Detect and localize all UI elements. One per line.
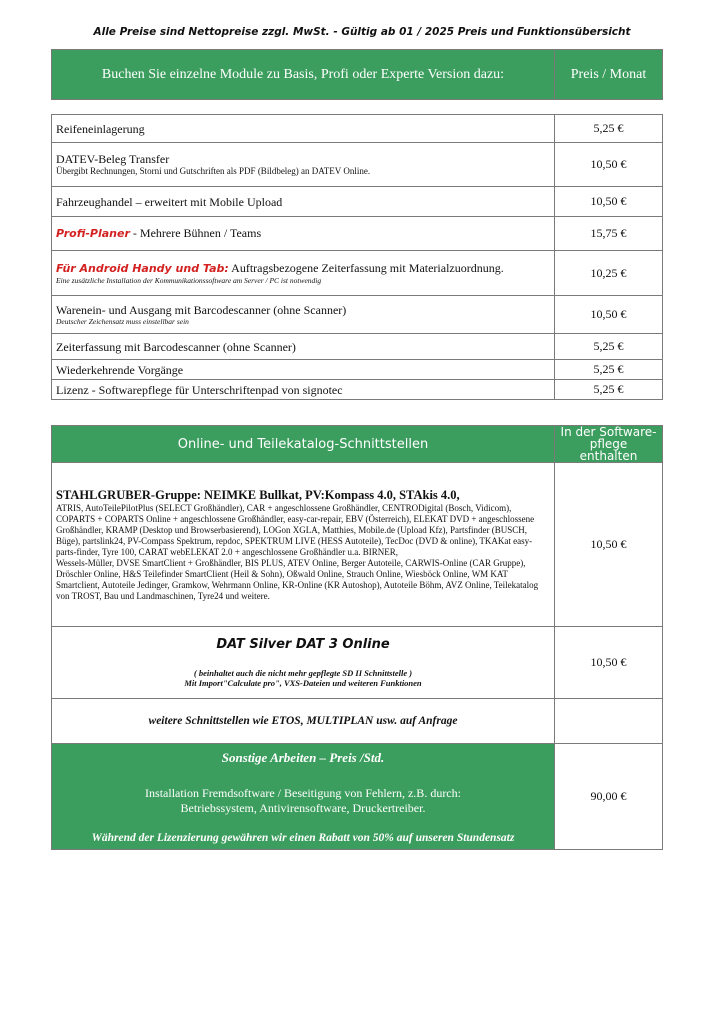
sonstige-body-2: Betriebssystem, Antivirensoftware, Druckertreiber. bbox=[180, 800, 426, 815]
dat-note-1: ( beinhaltet auch die nicht mehr gepflegte SD II Schnittstelle ) bbox=[193, 668, 413, 678]
dat-price: 10,50 € bbox=[555, 627, 663, 699]
table-row bbox=[52, 463, 663, 627]
module-name: Zeiterfassung mit Barcodescanner (ohne Scanner) bbox=[52, 334, 555, 360]
module-price: 10,25 € bbox=[555, 251, 663, 296]
module-name: DATEV-Beleg Transfer bbox=[56, 152, 170, 166]
table-row bbox=[52, 744, 663, 850]
table-row bbox=[52, 187, 663, 217]
module-name: Auftragsbezogene Zeiterfassung mit Materialzuordnung. bbox=[228, 260, 504, 275]
weitere-price bbox=[555, 699, 663, 744]
stahlgruber-list: ATRIS, AutoTeilePilotPlus (SELECT Großhändler), CAR + angeschlossene Großhändler, CENTRODigital (Bosch, Vidicom), COPARTS + COPARTS Online + angeschlossene Großhändler, easy-car-repair, EBV (Österreich), ELEKAT DVD + angeschlossene Großhändler, KRAMP (Desktop und Browserbasierend), LOGon XGLA, Matthies, Mobile.de (Upload Kfz), Partsfinder (BUSCH, Büge), partslink24, PV-Compass Spektrum, repdoc, SPEKTRUM LIVE (HESS Autoteile), TecDoc (DVD & online), TKAKat easy-parts-finder, Tyre 100, CARAT webELEKAT 2.0 + angeschlossene Großhändler u.a. BIRNER, bbox=[56, 502, 535, 557]
module-name: Warenein- und Ausgang mit Barcodescanner (ohne Scanner) bbox=[56, 302, 347, 317]
module-price: 5,25 € bbox=[555, 334, 663, 360]
table-row bbox=[52, 251, 663, 296]
sonstige-note: Während der Lizenzierung gewähren wir einen Rabatt von 50% auf unseren Stundensatz bbox=[91, 831, 515, 844]
table-row bbox=[52, 217, 663, 251]
module-price: 5,25 € bbox=[555, 380, 663, 400]
catalog-header: Online- und Teilekatalog-Schnittstellen bbox=[52, 426, 555, 463]
module-name: - Mehrere Bühnen / Teams bbox=[129, 226, 262, 240]
dat-cell bbox=[52, 627, 555, 699]
table-row bbox=[52, 296, 663, 334]
dat-title: DAT Silver DAT 3 Online bbox=[216, 637, 390, 652]
table-row bbox=[52, 627, 663, 699]
page-title: Alle Preise sind Nettopreise zzgl. MwSt. - Gültig ab 01 / 2025 Preis und Funktionsübersicht bbox=[93, 26, 631, 38]
module-desc: Eine zusätzliche Installation der Kommunikationssoftware am Server / PC ist notwendig bbox=[56, 275, 322, 285]
table-row bbox=[52, 699, 663, 744]
modules-table bbox=[51, 114, 663, 400]
module-price: 10,50 € bbox=[555, 187, 663, 217]
sonstige-title: Sonstige Arbeiten – Preis /Std. bbox=[221, 749, 385, 765]
stahlgruber-cell bbox=[52, 463, 555, 627]
sonstige-price: 90,00 € bbox=[555, 744, 663, 850]
module-price: 10,50 € bbox=[555, 296, 663, 334]
module-price: 5,25 € bbox=[555, 360, 663, 380]
stahlgruber-price: 10,50 € bbox=[555, 463, 663, 627]
stahlgruber-list-2: Wessels-Müller, DVSE SmartClient + Großhändler, BIS PLUS, ATEV Online, Berger Autoteile, CARWIS-Online (CAR Gruppe), Dröschler Online, H&S Teilefinder SmartClient (Heil & Sohn), Oßwald Online, Strauch Online, Wiesböck Online, WM KAT Smartclient, Autoteile Jedinger, Gramkow, Wehrmann Online, KR-Online (KR Autoshop), Autoteile Böhm, AVZ Online, Teilekatalog von TROST, Bau und Landmaschinen, Tyre24 und weitere. bbox=[56, 557, 539, 601]
catalog-header-right: In der Software-pflege enthalten bbox=[555, 426, 663, 463]
sonstige-body-1: Installation Fremdsoftware / Beseitigung von Fehlern, z.B. durch: bbox=[145, 785, 461, 800]
module-name: Lizenz - Softwarepflege für Unterschriftenpad von signotec bbox=[52, 380, 555, 400]
table-row bbox=[52, 143, 663, 187]
module-highlight: Profi-Planer bbox=[56, 227, 130, 240]
module-name: Fahrzeughandel – erweitert mit Mobile Upload bbox=[52, 187, 555, 217]
module-desc: Deutscher Zeichensatz muss einstellbar sein bbox=[56, 316, 189, 326]
module-price: 5,25 € bbox=[555, 115, 663, 143]
modules-header-title: Buchen Sie einzelne Module zu Basis, Profi oder Experte Version dazu: bbox=[52, 50, 555, 100]
sonstige-body bbox=[56, 786, 550, 816]
module-name: Reifeneinlagerung bbox=[52, 115, 555, 143]
sonstige-cell bbox=[52, 744, 555, 850]
module-price: 10,50 € bbox=[555, 143, 663, 187]
module-desc: Übergibt Rechnungen, Storni und Gutschriften als PDF (Bildbeleg) an DATEV Online. bbox=[56, 166, 371, 176]
catalog-header-row bbox=[52, 426, 663, 463]
modules-header-price-label: Preis / Monat bbox=[555, 50, 663, 100]
table-row bbox=[52, 360, 663, 380]
module-cell bbox=[52, 251, 555, 296]
catalog-table bbox=[51, 425, 663, 850]
modules-header-table bbox=[51, 49, 663, 100]
stahlgruber-title: STAHLGRUBER-Gruppe: NEIMKE Bullkat, PV:Kompass 4.0, STAkis 4.0, bbox=[56, 487, 460, 502]
module-cell bbox=[52, 296, 555, 334]
dat-note-2: Mit Import"Calculate pro", VXS-Dateien und weiteren Funktionen bbox=[184, 678, 422, 688]
module-cell bbox=[52, 217, 555, 251]
module-price: 15,75 € bbox=[555, 217, 663, 251]
table-row bbox=[52, 334, 663, 360]
module-name: Wiederkehrende Vorgänge bbox=[52, 360, 555, 380]
module-cell bbox=[52, 143, 555, 187]
weitere-schnittstellen: weitere Schnittstellen wie ETOS, MULTIPLAN usw. auf Anfrage bbox=[52, 699, 555, 744]
table-row bbox=[52, 380, 663, 400]
table-row bbox=[52, 115, 663, 143]
module-highlight: Für Android Handy und Tab: bbox=[56, 261, 229, 275]
